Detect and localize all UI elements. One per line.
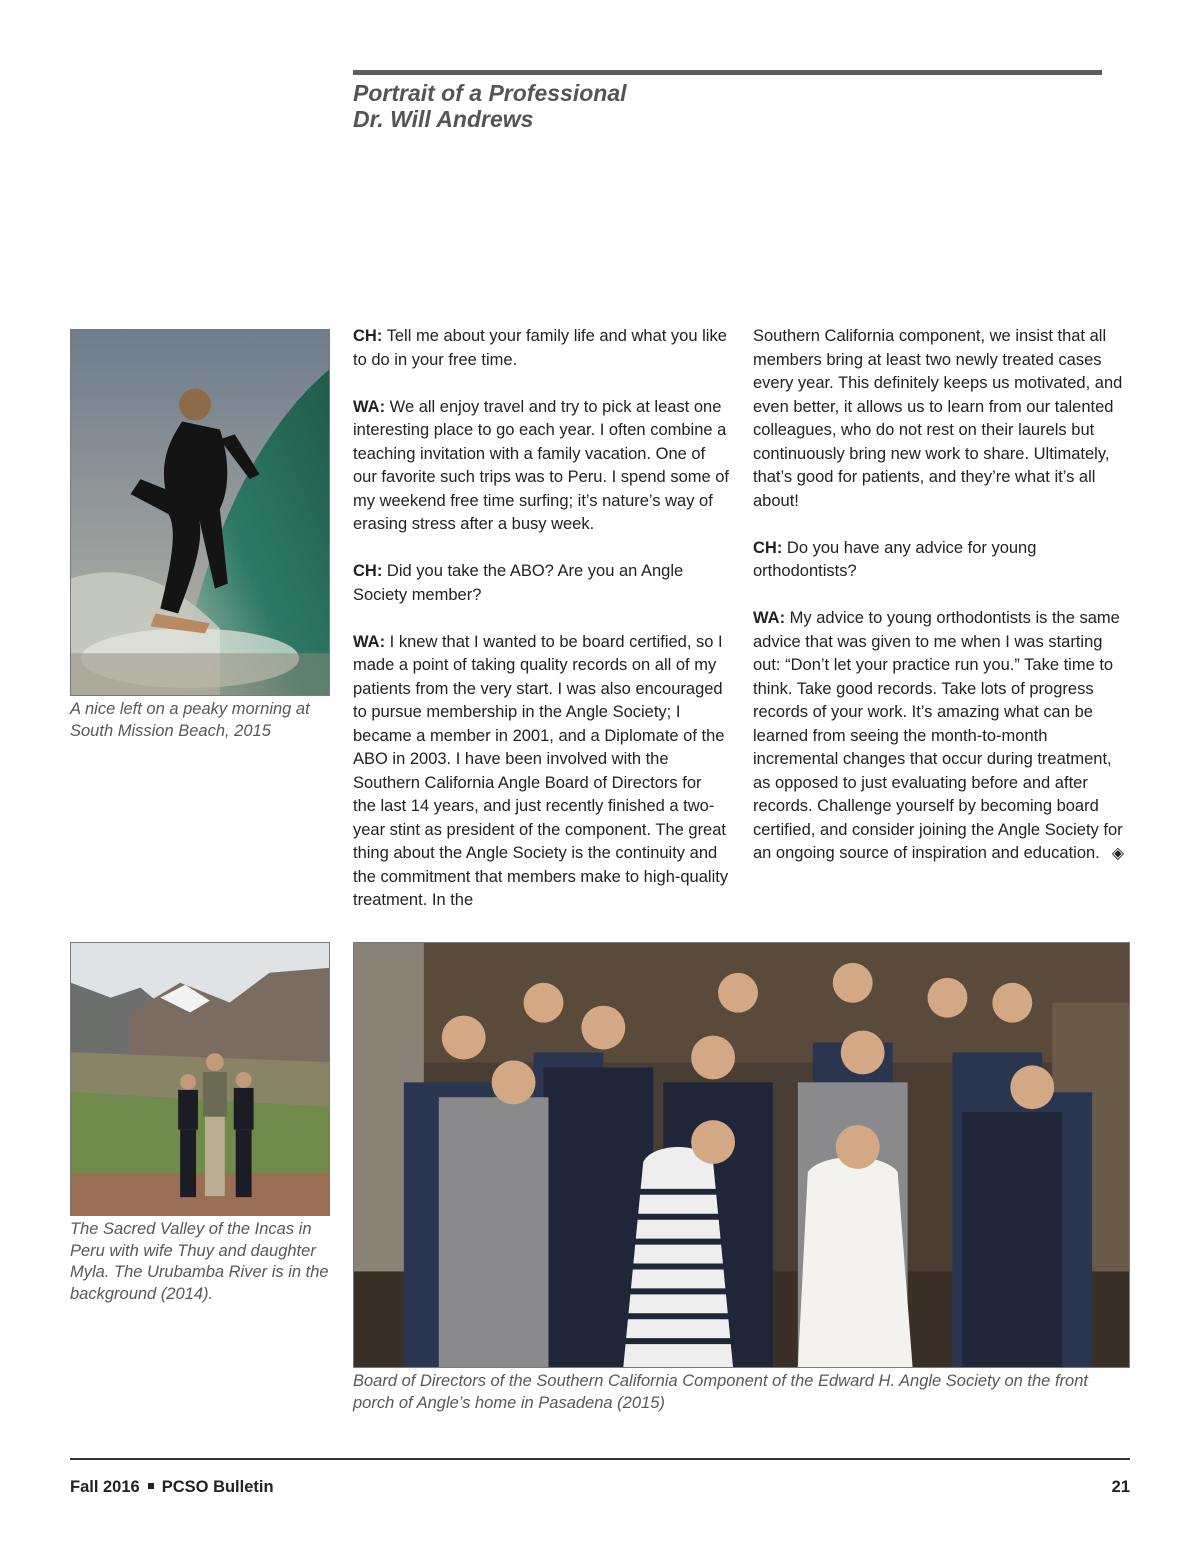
interview-paragraph xyxy=(353,631,729,913)
paragraph-text: Did you take the ABO? Are you an Angle Society member? xyxy=(353,562,684,604)
sacred-valley-photo xyxy=(70,942,330,1216)
article-header xyxy=(353,80,1102,132)
footer-publication: PCSO Bulletin xyxy=(161,1478,274,1496)
speaker-label: CH: xyxy=(353,327,383,345)
paragraph-text: Southern California component, we insist that all members bring at least two newly treated cases every year. This definitely keeps us motivated, and even better, it allows us to learn from our talented colleagues, who do not rest on their laurels but continuously bring new work to share. Ultimately, that’s good for patients, and they’re what it’s all about! xyxy=(753,327,1123,510)
article-column-1 xyxy=(353,325,729,913)
speaker-label: WA: xyxy=(353,397,386,416)
footer-separator-icon xyxy=(148,1483,154,1489)
end-of-article-icon: ◈ xyxy=(1111,845,1125,862)
paragraph-text: My advice to young orthodontists is the same advice that was given to me when I was starting out: “Don’t let your practice run you.” Take time to think. Take good records. Take lots of progress records of your work. It’s amazing what can be learned from seeing the month-to-month incremental changes that occur during treatment, as opposed to just evaluating before and after records. Challenge yourself by becoming board certified, and consider joining the Angle Society for an ongoing source of inspiration and education. xyxy=(753,609,1123,862)
interview-paragraph xyxy=(753,537,1129,584)
interview-paragraph xyxy=(353,560,729,607)
interview-paragraph xyxy=(753,325,1129,513)
interview-paragraph xyxy=(353,325,729,372)
speaker-label: WA: xyxy=(353,632,386,651)
subject-name: Dr. Will Andrews xyxy=(353,106,534,132)
interview-paragraph xyxy=(753,607,1129,866)
sacred-valley-photo-caption: The Sacred Valley of the Incas in Peru with wife Thuy and daughter Myla. The Urubamba River is in the background (2014). xyxy=(70,1220,329,1303)
footer-rule xyxy=(70,1458,1130,1460)
paragraph-text: We all enjoy travel and try to pick at least one interesting place to go each year. I often combine a teaching invitation with a family vacation. One of our favorite such trips was to Peru. I spend some of my weekend free time surfing; it’s nature’s way of erasing stress after a busy week. xyxy=(353,397,730,533)
paragraph-text: Do you have any advice for young orthodontists? xyxy=(753,538,1037,580)
paragraph-text: Tell me about your family life and what you like to do in your free time. xyxy=(353,327,727,369)
header-rule xyxy=(353,70,1102,75)
surfing-photo-caption: A nice left on a peaky morning at South Mission Beach, 2015 xyxy=(70,700,310,740)
footer-season: Fall 2016 xyxy=(70,1478,140,1496)
speaker-label: CH: xyxy=(753,538,783,557)
speaker-label: CH: xyxy=(353,562,383,580)
article-column-2 xyxy=(753,325,1129,866)
board-of-directors-photo xyxy=(353,942,1130,1368)
section-title: Portrait of a Professional xyxy=(353,80,627,106)
page-number: 21 xyxy=(1111,1478,1130,1496)
paragraph-text: I knew that I wanted to be board certified, so I made a point of taking quality records on all of my patients from the very start. I was also encouraged to pursue membership in the Angle Society; I became a member in 2001, and a Diplomate of the ABO in 2003. I have been involved with the Southern California Angle Board of Directors for the last 14 years, and just recently finished a two-year stint as president of the component. The great thing about the Angle Society is the continuity and the commitment that members make to high-quality treatment. In the xyxy=(353,632,729,909)
interview-paragraph xyxy=(353,396,729,537)
surfing-photo xyxy=(70,329,330,696)
board-of-directors-photo-caption: Board of Directors of the Southern California Component of the Edward H. Angle Society on the front porch of Angle’s home in Pasadena (2015) xyxy=(353,1372,1088,1412)
footer-publication-info xyxy=(70,1478,274,1497)
speaker-label: WA: xyxy=(753,609,786,627)
